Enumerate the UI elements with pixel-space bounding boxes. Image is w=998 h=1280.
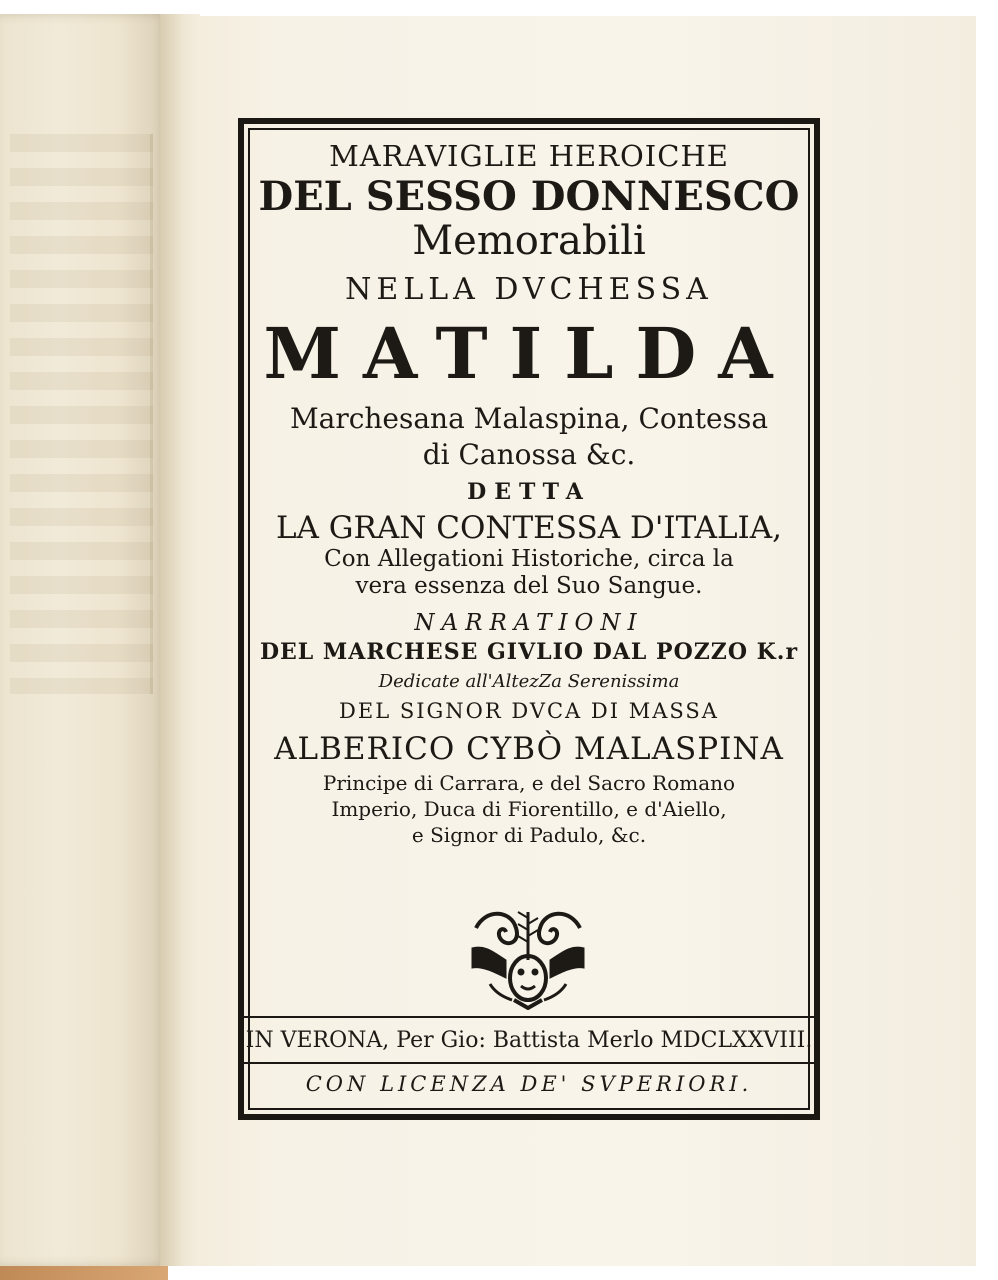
- dedicatee-title-line: DEL SIGNOR DVCA DI MASSA: [339, 699, 719, 723]
- title-line-canossa: di Canossa &c.: [422, 438, 636, 471]
- leather-binding-edge: [0, 1266, 168, 1280]
- title-text-block: [254, 138, 804, 845]
- title-line-maraviglie: MARAVIGLIE HEROICHE: [329, 139, 729, 173]
- title-line-memorabili: Memorabili: [412, 218, 646, 264]
- show-through-text: [10, 134, 153, 694]
- woodcut-ornament-icon: [466, 908, 590, 1010]
- imprint-bottom-rule: [244, 1062, 814, 1064]
- title-line-matilda: MATILDA: [263, 312, 795, 395]
- title-line-nella-duchessa: NELLA DVCHESSA: [345, 272, 713, 307]
- book-gutter: [160, 14, 200, 1266]
- author-line: DEL MARCHESE GIVLIO DAL POZZO K.r: [259, 639, 799, 665]
- imprint-line: IN VERONA, Per Gio: Battista Merlo MDCLXXVIII.: [245, 1028, 813, 1053]
- title-line-vera-essenza: vera essenza del Suo Sangue.: [355, 573, 703, 599]
- page-background-edge: [976, 0, 998, 1280]
- title-line-del-sesso: DEL SESSO DONNESCO: [258, 173, 800, 220]
- dedicatee-titles-line-2: Imperio, Duca di Fiorentillo, e d'Aiello,: [331, 797, 727, 821]
- dedicatee-name-line: ALBERICO CYBÒ MALASPINA: [274, 731, 784, 767]
- dedicatee-titles-line-1: Principe di Carrara, e del Sacro Romano: [322, 771, 736, 795]
- title-line-gran-contessa: LA GRAN CONTESSA D'ITALIA,: [275, 510, 783, 546]
- dedicatee-titles-line-3: e Signor di Padulo, &c.: [411, 823, 647, 847]
- title-line-allegationi: Con Allegationi Historiche, circa la: [324, 546, 734, 572]
- title-line-detta: DETTA: [467, 479, 591, 505]
- dedication-line: Dedicate all'AltezZa Serenissima: [378, 671, 680, 692]
- title-line-narrationi: NARRATIONI: [414, 610, 644, 636]
- license-line: CON LICENZA DE' SVPERIORI.: [305, 1072, 753, 1096]
- imprint-top-rule: [244, 1016, 814, 1018]
- title-line-marchesana: Marchesana Malaspina, Contessa: [289, 402, 769, 435]
- left-blank-leaf: [0, 14, 168, 1266]
